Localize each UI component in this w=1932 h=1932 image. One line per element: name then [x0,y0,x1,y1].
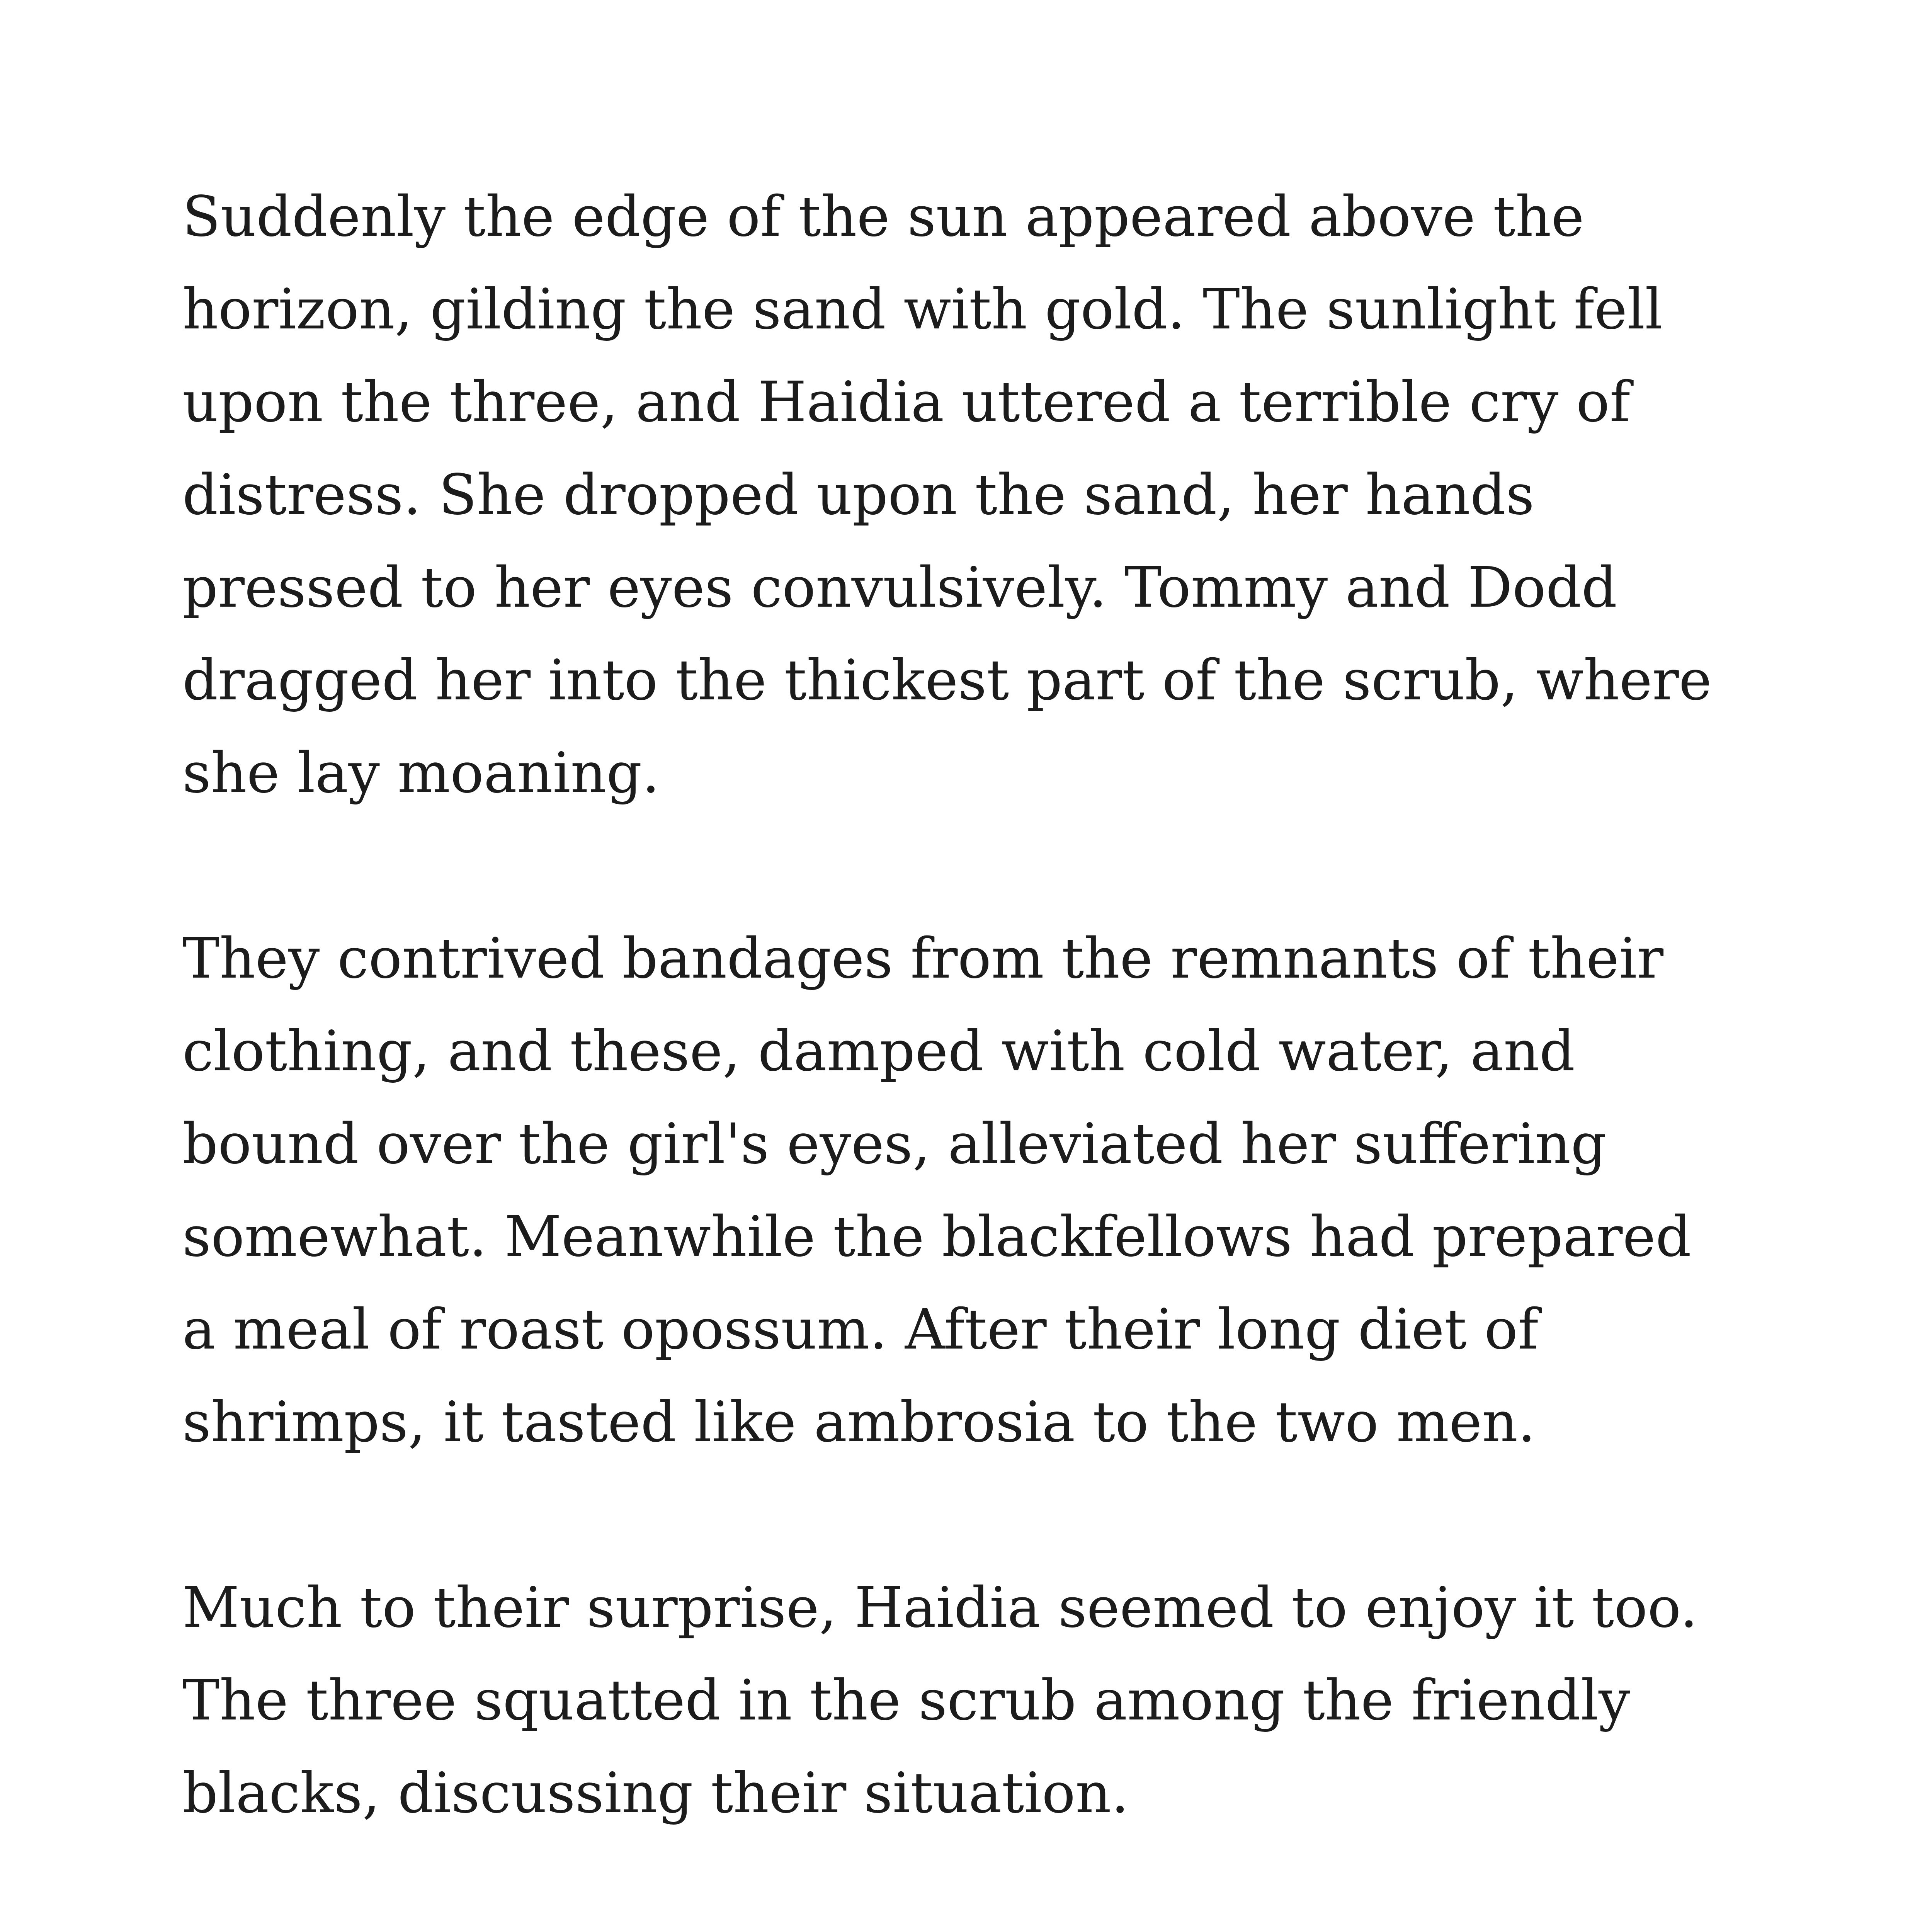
paragraph-3: Much to their surprise, Haidia seemed to enjoy it too. The three squatted in the scrub among the friendly blacks, discussing their situation. [182,1575,1698,1825]
paragraph-2: They contrived bandages from the remnants of their clothing, and these, damped with cold water, and bound over the girl's eyes, alleviated her suffering somewhat. Meanwhile the blackfellows had prepared a meal of roast opossum. After their long diet of shrimps, it tasted like ambrosia to the two men. [182,926,1691,1454]
paragraph-1: Suddenly the edge of the sun appeared above the horizon, gilding the sand with gold. The sunlight fell upon the three, and Haidia uttered a terrible cry of distress. She dropped upon the sand, her hands pressed to her eyes convulsively. Tommy and Dodd dragged her into the thickest part of the scrub, where she lay moaning. [182,184,1712,805]
body-text [182,170,1805,1932]
